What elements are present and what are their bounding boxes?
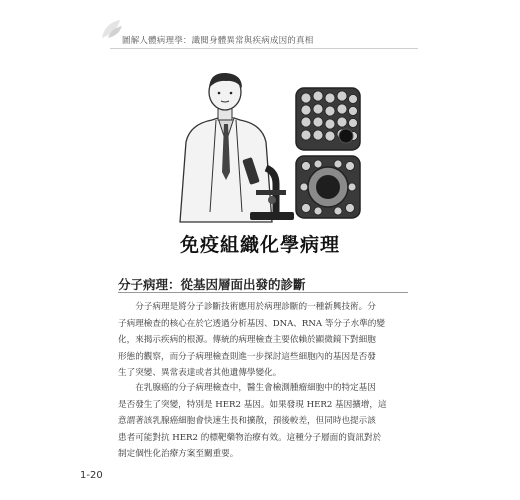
paragraph-line: 在乳腺癌的分子病理檢查中，醫生會檢測腫瘤細胞中的特定基因 bbox=[118, 383, 376, 393]
cell-tissue-icon bbox=[296, 88, 360, 150]
page-number: 1-20 bbox=[80, 470, 103, 481]
running-header: 圖解人體病理學：識閱身體異常與疾病成因的真相 bbox=[122, 36, 314, 46]
paragraph-line: 化，來揭示疾病的根源。傳統的病理檢查主要依賴於顯微鏡下對細胞 bbox=[118, 335, 376, 346]
paragraph-line: 生了突變、異常表達或者其他遺傳學變化。 bbox=[118, 368, 282, 379]
chapter-illustration bbox=[160, 72, 370, 232]
paragraph-line: 意謂著該乳腺癌細胞會快速生長和擴散，預後較差，但同時也提示該 bbox=[118, 416, 376, 427]
tumor-cell-icon bbox=[296, 156, 360, 218]
paragraph-line: 是否發生了突變，特別是 HER2 基因。如果發現 HER2 基因擴增，這 bbox=[118, 399, 387, 410]
section-divider bbox=[118, 292, 408, 293]
paragraph-1 bbox=[118, 299, 414, 382]
paragraph-line: 制定個性化治療方案至關重要。 bbox=[118, 449, 239, 460]
paragraph-line: 子病理檢查的核心在於它透過分析基因、DNA、RNA 等分子水準的變 bbox=[118, 318, 385, 329]
paragraph-line: 形態的觀察，而分子病理檢查則進一步探討這些細胞內的基因是否發 bbox=[118, 351, 376, 362]
section-title: 分子病理：從基因層面出發的診斷 bbox=[118, 277, 306, 292]
chapter-title: 免疫組織化學病理 bbox=[179, 234, 340, 256]
paragraph-line: 患者可能對抗 HER2 的標靶藥物治療有效。這種分子層面的資訊對於 bbox=[118, 432, 382, 443]
paragraph-2 bbox=[118, 380, 414, 463]
header-divider bbox=[110, 48, 418, 49]
scientist-with-microscope-icon bbox=[180, 73, 294, 222]
paragraph-line: 分子病理是將分子診斷技術應用於病理診斷的一種新興技術。分 bbox=[118, 302, 376, 312]
